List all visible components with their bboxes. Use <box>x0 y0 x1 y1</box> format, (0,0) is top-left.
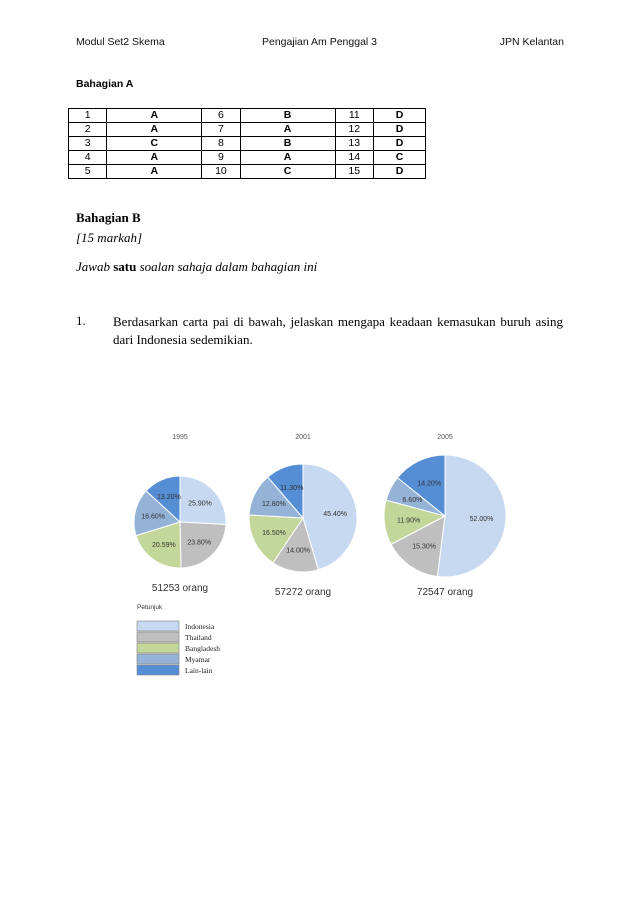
slice-label: 11.30% <box>280 485 304 493</box>
legend-swatch <box>137 665 179 675</box>
slice-label: 13.20% <box>157 494 181 502</box>
slice-label: 14.00% <box>286 547 310 555</box>
header-subject: Pengajian Am Penggal 3 <box>262 36 378 48</box>
answer-cell: B <box>240 109 335 123</box>
legend-swatch <box>137 654 179 664</box>
slice-label: 23.80% <box>187 539 212 547</box>
question-number-cell: 5 <box>69 165 107 179</box>
instruction-end: soalan sahaja dalam bahagian ini <box>136 259 318 274</box>
legend-swatch <box>137 632 179 642</box>
legend-swatch <box>137 621 179 631</box>
pie-chart-figure <box>125 425 525 695</box>
question-number-cell: 15 <box>335 165 373 179</box>
slice-label: 6.60% <box>402 496 423 504</box>
slice-label: 25.90% <box>188 500 212 508</box>
legend-label: Bangladesh <box>185 644 220 653</box>
section-b-instruction <box>76 259 317 275</box>
table-row <box>69 109 426 123</box>
slice-label: 16.60% <box>141 513 165 521</box>
answer-cell: D <box>373 123 425 137</box>
pie-total-label: 51253 orang <box>151 583 209 594</box>
pie-total-label: 57272 orang <box>274 587 332 598</box>
slice-label: 12.80% <box>262 501 286 509</box>
answer-cell: A <box>240 151 335 165</box>
question-text: Berdasarkan carta pai di bawah, jelaskan mengapa keadaan kemasukan buruh asing dari Indonesia sedemikian. <box>113 314 563 347</box>
page-header <box>76 36 564 52</box>
legend-label: Indonesia <box>185 622 215 631</box>
question-number-cell: 7 <box>202 123 240 137</box>
instruction-start: Jawab <box>76 259 114 274</box>
slice-label: 16.50% <box>262 529 286 537</box>
question-number-cell: 10 <box>202 165 240 179</box>
pie-year-label: 2001 <box>295 434 311 441</box>
question-number-cell: 6 <box>202 109 240 123</box>
table-row <box>69 137 426 151</box>
section-b-title: Bahagian B <box>76 210 141 225</box>
slice-label: 45.40% <box>323 510 347 518</box>
legend-swatch <box>137 643 179 653</box>
section-a-title: Bahagian A <box>76 78 134 90</box>
question-number-cell: 9 <box>202 151 240 165</box>
slice-label: 20.59% <box>152 541 176 549</box>
question-number-cell: 12 <box>335 123 373 137</box>
section-b-marks: [15 markah] <box>76 230 143 245</box>
table-row <box>69 165 426 179</box>
pie-year-label: 2005 <box>437 434 453 441</box>
slice-label: 14.20% <box>417 480 442 488</box>
header-module: Modul Set2 Skema <box>76 36 165 48</box>
question-number: 1. <box>76 313 86 328</box>
answer-cell: A <box>107 123 202 137</box>
question-number-cell: 3 <box>69 137 107 151</box>
pie-charts <box>125 425 525 695</box>
answer-cell: D <box>373 109 425 123</box>
answer-cell: A <box>240 123 335 137</box>
answer-cell: A <box>107 151 202 165</box>
question-number-cell: 14 <box>335 151 373 165</box>
question-number-cell: 2 <box>69 123 107 137</box>
legend-label: Thailand <box>185 633 212 642</box>
pie-total-label: 72547 orang <box>416 587 474 598</box>
answer-cell: B <box>240 137 335 151</box>
answer-cell: A <box>107 109 202 123</box>
question-number-cell: 8 <box>202 137 240 151</box>
legend-title: Petunjuk <box>137 604 163 611</box>
table-row <box>69 151 426 165</box>
table-row <box>69 123 426 137</box>
pie-year-label: 1995 <box>172 434 188 441</box>
slice-label: 11.90% <box>396 517 421 525</box>
answer-cell: C <box>240 165 335 179</box>
answer-cell: C <box>373 151 425 165</box>
answer-cell: A <box>107 165 202 179</box>
answer-cell: D <box>373 137 425 151</box>
instruction-emphasis: satu <box>113 259 137 274</box>
question-number-cell: 1 <box>69 109 107 123</box>
answer-table <box>68 108 426 179</box>
slice-label: 52.00% <box>469 515 494 523</box>
question-number-cell: 11 <box>335 109 373 123</box>
header-source: JPN Kelantan <box>499 36 564 48</box>
slice-label: 15.30% <box>412 543 436 551</box>
answer-cell: C <box>107 137 202 151</box>
question-number-cell: 4 <box>69 151 107 165</box>
legend-label: Lain-lain <box>185 666 213 675</box>
answer-cell: D <box>373 165 425 179</box>
legend-label: Myamar <box>185 655 211 664</box>
question-number-cell: 13 <box>335 137 373 151</box>
